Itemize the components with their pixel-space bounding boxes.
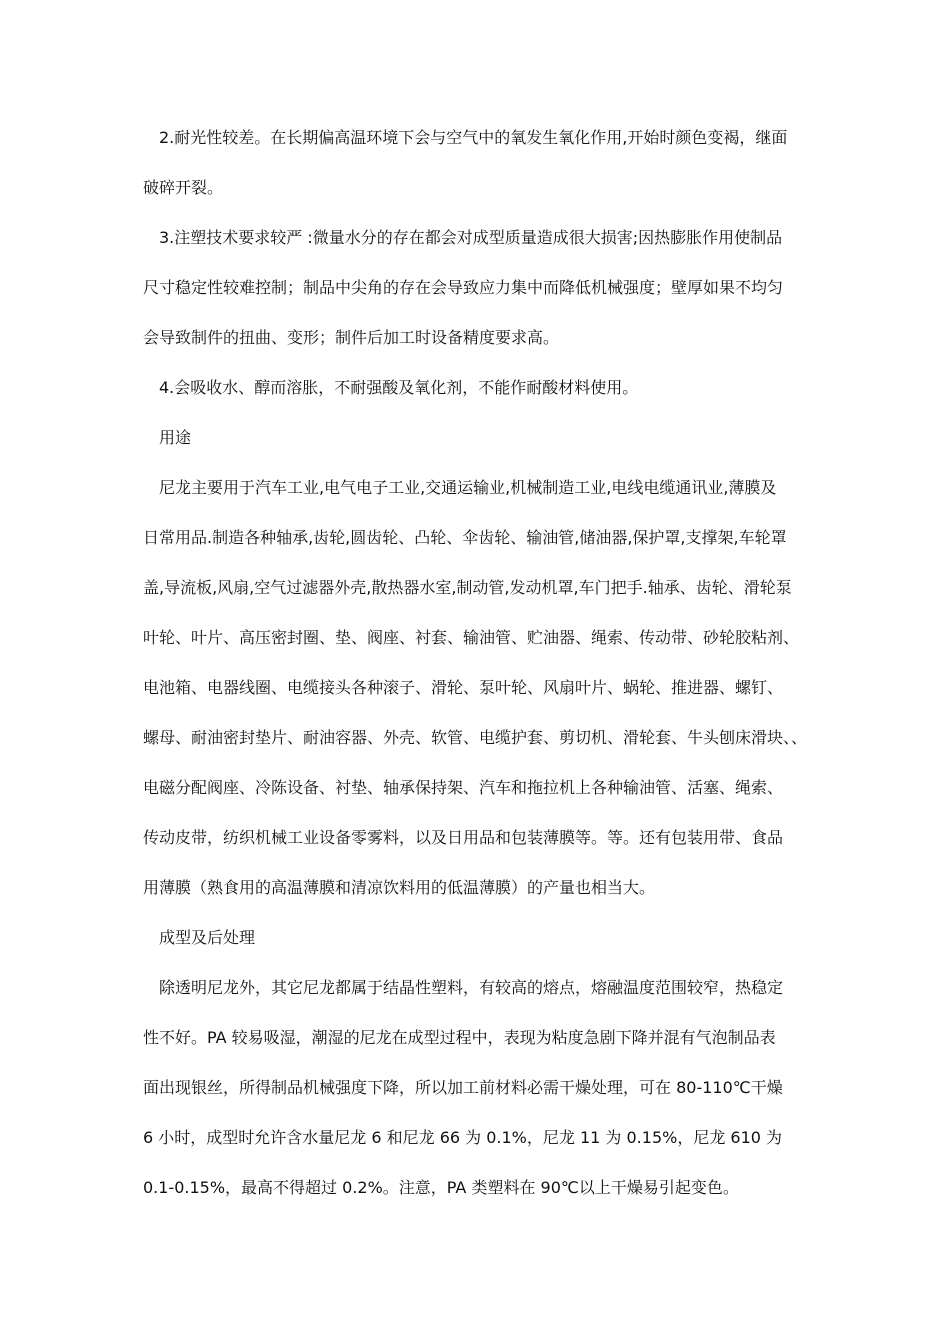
paragraph-uses-line-3: 盖,导流板,风扇,空气过滤器外壳,散热器水室,制动管,发动机罩,车门把手.轴承、齿轮、滑轮泵 <box>143 578 792 597</box>
paragraph-uses-line-6: 螺母、耐油密封垫片、耐油容器、外壳、软管、电缆护套、剪切机、滑轮套、牛头刨床滑块、、 <box>143 728 808 747</box>
paragraph-uses-line-1: 尼龙主要用于汽车工业,电气电子工业,交通运输业,机械制造工业,电线电缆通讯业,薄膜及 <box>159 478 777 497</box>
paragraph-molding-line-5: 0.1-0.15%，最高不得超过 0.2%。注意，PA 类塑料在 90℃以上干燥易引起变色。 <box>143 1178 739 1197</box>
paragraph-molding-line-3: 面出现银丝，所得制品机械强度下降，所以加工前材料必需干燥处理，可在 80-110℃干燥 <box>143 1078 783 1097</box>
paragraph-molding-line-2: 性不好。PA 较易吸湿，潮湿的尼龙在成型过程中，表现为粘度急剧下降并混有气泡制品表 <box>143 1028 776 1047</box>
paragraph-uses-line-5: 电池箱、电器线圈、电缆接头各种滚子、滑轮、泵叶轮、风扇叶片、蜗轮、推进器、螺钉、 <box>143 678 784 697</box>
section-heading-molding: 成型及后处理 <box>159 928 256 947</box>
paragraph-uses-line-2: 日常用品.制造各种轴承,齿轮,圆齿轮、凸轮、伞齿轮、输油管,储油器,保护罩,支撑架,车轮罩 <box>143 528 787 547</box>
paragraph-light-resistance-line-1: 2.耐光性较差。在长期偏高温环境下会与空气中的氧发生氧化作用,开始时颜色变褐，继面 <box>159 128 788 147</box>
paragraph-injection-molding-line-1: 3.注塑技术要求较严 :微量水分的存在都会对成型质量造成很大损害;因热膨胀作用使制品 <box>159 228 783 247</box>
section-heading-uses: 用途 <box>159 428 192 447</box>
paragraph-light-resistance-line-2: 破碎开裂。 <box>143 178 224 197</box>
paragraph-uses-line-9: 用薄膜（熟食用的高温薄膜和清凉饮料用的低温薄膜）的产量也相当大。 <box>143 878 656 897</box>
paragraph-injection-molding-line-2: 尺寸稳定性较难控制；制品中尖角的存在会导致应力集中而降低机械强度；壁厚如果不均匀 <box>143 278 784 297</box>
paragraph-molding-line-1: 除透明尼龙外，其它尼龙都属于结晶性塑料，有较高的熔点，熔融温度范围较窄，热稳定 <box>159 978 784 997</box>
paragraph-injection-molding-line-3: 会导致制件的扭曲、变形；制件后加工时设备精度要求高。 <box>143 328 560 347</box>
paragraph-uses-line-4: 叶轮、叶片、高压密封圈、垫、阀座、衬套、输油管、贮油器、绳索、传动带、砂轮胶粘剂、 <box>143 628 800 647</box>
paragraph-uses-line-7: 电磁分配阀座、冷陈设备、衬垫、轴承保持架、汽车和拖拉机上各种输油管、活塞、绳索、 <box>143 778 784 797</box>
paragraph-molding-line-4: 6 小时，成型时允许含水量尼龙 6 和尼龙 66 为 0.1%，尼龙 11 为 0.15%，尼龙 610 为 <box>143 1128 783 1147</box>
paragraph-uses-line-8: 传动皮带，纺织机械工业设备零雾料，以及日用品和包装薄膜等。等。还有包装用带、食品 <box>143 828 784 847</box>
paragraph-swelling: 4.会吸收水、醇而溶胀，不耐强酸及氧化剂，不能作耐酸材料使用。 <box>159 378 639 397</box>
